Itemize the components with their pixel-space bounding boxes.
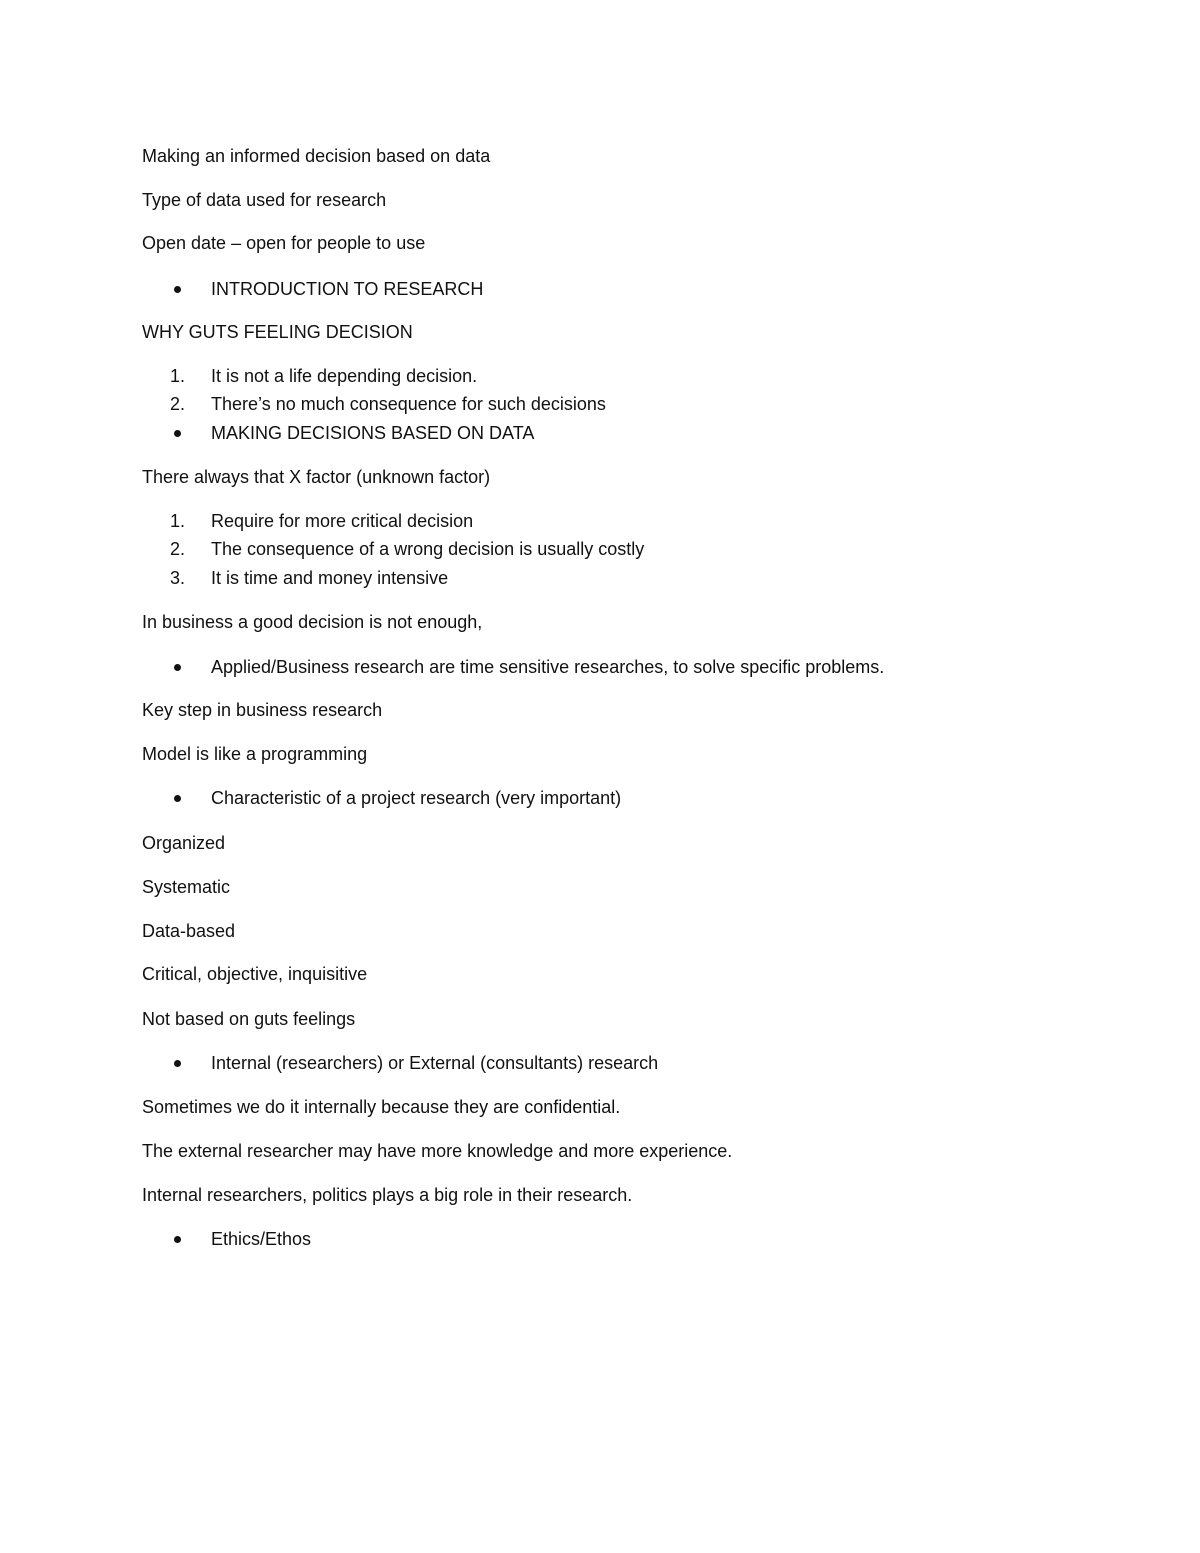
bullet-icon xyxy=(174,795,181,802)
paragraph: Internal researchers, politics plays a big role in their research. xyxy=(142,1185,633,1205)
bullet-text: INTRODUCTION TO RESEARCH xyxy=(211,279,484,299)
list-number: 2. xyxy=(170,394,186,414)
paragraph: Not based on guts feelings xyxy=(142,1009,356,1029)
paragraph: Model is like a programming xyxy=(142,744,368,764)
list-number: 2. xyxy=(170,539,186,559)
list-text: There’s no much consequence for such decisions xyxy=(211,394,606,414)
bullet-text: MAKING DECISIONS BASED ON DATA xyxy=(211,423,535,443)
paragraph: Organized xyxy=(142,833,226,853)
list-text: The consequence of a wrong decision is usually costly xyxy=(211,539,645,559)
bullet-icon xyxy=(174,430,181,437)
list-number: 1. xyxy=(170,366,186,386)
paragraph: Critical, objective, inquisitive xyxy=(142,964,368,984)
bullet-icon xyxy=(174,1236,181,1243)
paragraph: In business a good decision is not enough, xyxy=(142,612,483,632)
paragraph: Systematic xyxy=(142,877,231,897)
paragraph: WHY GUTS FEELING DECISION xyxy=(142,322,413,342)
list-text: It is not a life depending decision. xyxy=(211,366,478,386)
paragraph: The external researcher may have more knowledge and more experience. xyxy=(142,1141,733,1161)
list-number: 3. xyxy=(170,568,186,588)
list-text: It is time and money intensive xyxy=(211,568,449,588)
bullet-text: Characteristic of a project research (very important) xyxy=(211,788,622,808)
bullet-icon xyxy=(174,1060,181,1067)
bullet-text: Ethics/Ethos xyxy=(211,1229,312,1249)
list-number: 1. xyxy=(170,511,186,531)
paragraph: Making an informed decision based on data xyxy=(142,146,491,166)
paragraph: Sometimes we do it internally because they are confidential. xyxy=(142,1097,621,1117)
paragraph: Open date – open for people to use xyxy=(142,233,426,253)
bullet-text: Internal (researchers) or External (consultants) research xyxy=(211,1053,659,1073)
paragraph: There always that X factor (unknown factor) xyxy=(142,467,491,487)
paragraph: Key step in business research xyxy=(142,700,383,720)
list-text: Require for more critical decision xyxy=(211,511,474,531)
bullet-icon xyxy=(174,664,181,671)
paragraph: Type of data used for research xyxy=(142,190,387,210)
bullet-text: Applied/Business research are time sensitive researches, to solve specific problems. xyxy=(211,657,885,677)
paragraph: Data-based xyxy=(142,921,236,941)
bullet-icon xyxy=(174,286,181,293)
